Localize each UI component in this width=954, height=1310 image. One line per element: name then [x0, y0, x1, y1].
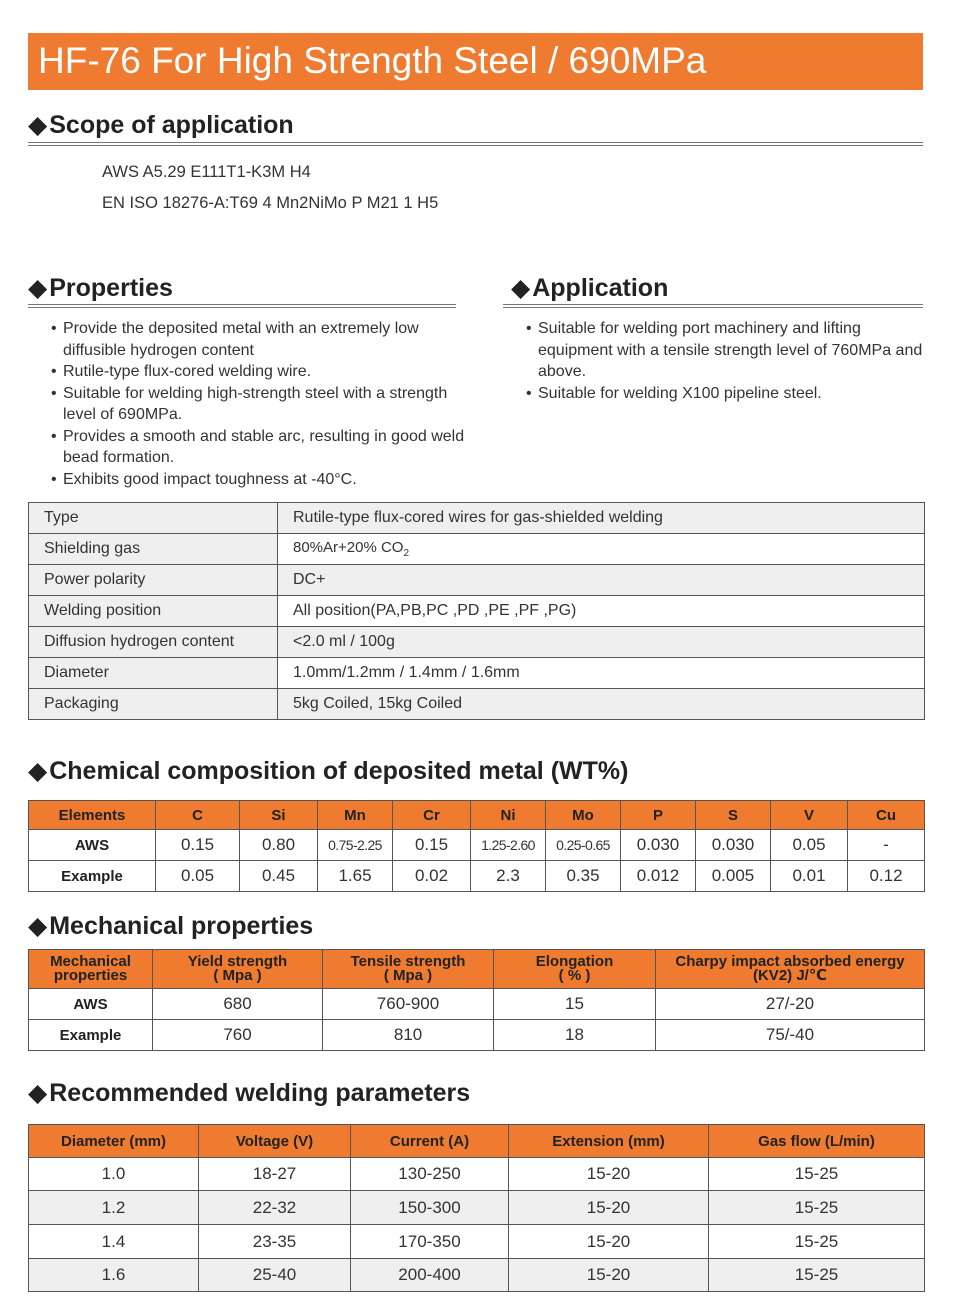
table-cell: 0.15 — [393, 830, 471, 861]
table-cell: 15 — [494, 989, 656, 1020]
table-cell: 680 — [153, 989, 323, 1020]
table-row — [29, 689, 925, 720]
properties-rule — [28, 304, 456, 308]
header-cell: C — [156, 801, 240, 830]
standard-aws: AWS A5.29 E111T1-K3M H4 — [102, 163, 311, 181]
table-cell: 0.01 — [771, 861, 848, 892]
diamond-icon: ◆ — [511, 274, 531, 302]
table-cell: 0.80 — [240, 830, 318, 861]
standard-en-iso: EN ISO 18276-A:T69 4 Mn2NiMo P M21 1 H5 — [102, 194, 439, 212]
table-row — [29, 1225, 925, 1259]
list-item: • Provide the deposited metal with an extremely low diffusible hydrogen content — [55, 318, 465, 361]
table-cell: 1.25-2.60 — [471, 830, 546, 861]
header-cell: Ni — [471, 801, 546, 830]
header-cell: Mn — [318, 801, 393, 830]
list-item: • Suitable for welding X100 pipeline steel. — [530, 383, 925, 405]
spec-key: Welding position — [29, 596, 278, 627]
table-cell: - — [848, 830, 925, 861]
row-header: AWS — [29, 830, 156, 861]
row-header: Example — [29, 861, 156, 892]
header-cell: Extension (mm) — [509, 1125, 709, 1158]
properties-list — [55, 318, 465, 490]
table-cell: 1.6 — [29, 1259, 199, 1292]
table-cell: 0.005 — [696, 861, 771, 892]
table-row — [29, 1259, 925, 1292]
table-cell: 1.65 — [318, 861, 393, 892]
header-cell: Cu — [848, 801, 925, 830]
table-cell: 15-20 — [509, 1158, 709, 1191]
spec-key: Shielding gas — [29, 534, 278, 565]
spec-value: 80%Ar+20% $CO_2$ — [278, 534, 925, 565]
spec-key: Type — [29, 503, 278, 534]
table-cell: 170-350 — [351, 1225, 509, 1259]
table-header-row — [29, 950, 925, 989]
chemical-table — [28, 800, 925, 892]
table-cell: 18-27 — [199, 1158, 351, 1191]
table-cell: 0.15 — [156, 830, 240, 861]
header-cell: Yield strength ( Mpa ) — [153, 950, 323, 989]
table-cell: 23-35 — [199, 1225, 351, 1259]
table-cell: 760 — [153, 1020, 323, 1051]
table-cell: 0.75-2.25 — [318, 830, 393, 861]
welding-table — [28, 1124, 925, 1292]
table-row — [29, 534, 925, 565]
scope-rule — [28, 142, 923, 146]
diamond-icon: ◆ — [28, 1079, 48, 1107]
table-cell: 15-25 — [709, 1158, 925, 1191]
table-cell: 0.12 — [848, 861, 925, 892]
welding-heading: ◆Recommended welding parameters — [28, 1079, 471, 1107]
spec-key: Packaging — [29, 689, 278, 720]
spec-value: All position(PA,PB,PC ,PD ,PE ,PF ,PG) — [278, 596, 925, 627]
spec-key: Diameter — [29, 658, 278, 689]
table-row — [29, 830, 925, 861]
table-cell: 18 — [494, 1020, 656, 1051]
table-row — [29, 627, 925, 658]
header-cell: Si — [240, 801, 318, 830]
application-heading: ◆Application — [511, 274, 669, 302]
spec-value: <2.0 ml / 100g — [278, 627, 925, 658]
table-cell: 0.02 — [393, 861, 471, 892]
table-cell: 0.05 — [771, 830, 848, 861]
header-cell: Cr — [393, 801, 471, 830]
table-cell: 15-25 — [709, 1259, 925, 1292]
table-cell: 150-300 — [351, 1191, 509, 1225]
list-item: • Suitable for welding port machinery and lifting equipment with a tensile strength level of 760MPa and above. — [530, 318, 925, 383]
row-header: AWS — [29, 989, 153, 1020]
spec-value: 5kg Coiled, 15kg Coiled — [278, 689, 925, 720]
table-cell: 15-25 — [709, 1191, 925, 1225]
table-cell: 130-250 — [351, 1158, 509, 1191]
table-row — [29, 503, 925, 534]
header-cell: Diameter (mm) — [29, 1125, 199, 1158]
table-cell: 0.05 — [156, 861, 240, 892]
header-cell: Tensile strength ( Mpa ) — [323, 950, 494, 989]
table-row — [29, 1020, 925, 1051]
table-cell: 0.35 — [546, 861, 621, 892]
table-cell: 75/-40 — [656, 1020, 925, 1051]
header-cell: Voltage (V) — [199, 1125, 351, 1158]
table-cell: 810 — [323, 1020, 494, 1051]
table-cell: 0.030 — [621, 830, 696, 861]
table-cell: 22-32 — [199, 1191, 351, 1225]
table-cell: 27/-20 — [656, 989, 925, 1020]
table-row — [29, 861, 925, 892]
table-header-row — [29, 1125, 925, 1158]
table-cell: 15-25 — [709, 1225, 925, 1259]
diamond-icon: ◆ — [28, 274, 48, 302]
spec-table — [28, 502, 925, 720]
header-cell: Mechanical properties — [29, 950, 153, 989]
header-cell: Elements — [29, 801, 156, 830]
title-banner — [28, 33, 923, 90]
table-cell: 760-900 — [323, 989, 494, 1020]
table-cell: 1.0 — [29, 1158, 199, 1191]
table-cell: 2.3 — [471, 861, 546, 892]
header-cell: Elongation ( % ) — [494, 950, 656, 989]
header-cell: Mo — [546, 801, 621, 830]
list-item: • Rutile-type flux-cored welding wire. — [55, 361, 465, 383]
diamond-icon: ◆ — [28, 111, 48, 139]
properties-heading: ◆Properties — [28, 274, 173, 302]
chemical-heading: ◆Chemical composition of deposited metal (WT%) — [28, 757, 629, 785]
header-cell: Charpy impact absorbed energy (KV2) J/℃ — [656, 950, 925, 989]
table-cell: 200-400 — [351, 1259, 509, 1292]
spec-value: Rutile-type flux-cored wires for gas-shielded welding — [278, 503, 925, 534]
row-header: Example — [29, 1020, 153, 1051]
table-cell: 25-40 — [199, 1259, 351, 1292]
diamond-icon: ◆ — [28, 757, 48, 785]
table-row — [29, 658, 925, 689]
table-cell: 1.2 — [29, 1191, 199, 1225]
header-cell: Current (A) — [351, 1125, 509, 1158]
spec-value: 1.0mm/1.2mm / 1.4mm / 1.6mm — [278, 658, 925, 689]
spec-value: DC+ — [278, 565, 925, 596]
table-row — [29, 1158, 925, 1191]
table-cell: 15-20 — [509, 1225, 709, 1259]
list-item: • Exhibits good impact toughness at -40°C. — [55, 469, 465, 491]
header-cell: P — [621, 801, 696, 830]
table-cell: 0.030 — [696, 830, 771, 861]
mechanical-table — [28, 949, 925, 1051]
page-title: HF-76 For High Strength Steel / 690MPa — [38, 40, 707, 81]
table-cell: 15-20 — [509, 1259, 709, 1292]
application-rule — [503, 304, 923, 308]
table-row — [29, 596, 925, 627]
spec-key: Power polarity — [29, 565, 278, 596]
spec-key: Diffusion hydrogen content — [29, 627, 278, 658]
table-cell: 1.4 — [29, 1225, 199, 1259]
table-row — [29, 989, 925, 1020]
table-cell: 0.012 — [621, 861, 696, 892]
table-cell: 0.45 — [240, 861, 318, 892]
header-cell: V — [771, 801, 848, 830]
mechanical-heading: ◆Mechanical properties — [28, 912, 314, 940]
table-header-row — [29, 801, 925, 830]
header-cell: S — [696, 801, 771, 830]
header-cell: Gas flow (L/min) — [709, 1125, 925, 1158]
scope-heading: ◆Scope of application — [28, 111, 294, 139]
table-row — [29, 565, 925, 596]
application-list — [530, 318, 925, 404]
table-cell: 15-20 — [509, 1191, 709, 1225]
table-row — [29, 1191, 925, 1225]
diamond-icon: ◆ — [28, 912, 48, 940]
table-cell: 0.25-0.65 — [546, 830, 621, 861]
list-item: • Provides a smooth and stable arc, resulting in good weld bead formation. — [55, 426, 465, 469]
list-item: • Suitable for welding high-strength steel with a strength level of 690MPa. — [55, 383, 465, 426]
